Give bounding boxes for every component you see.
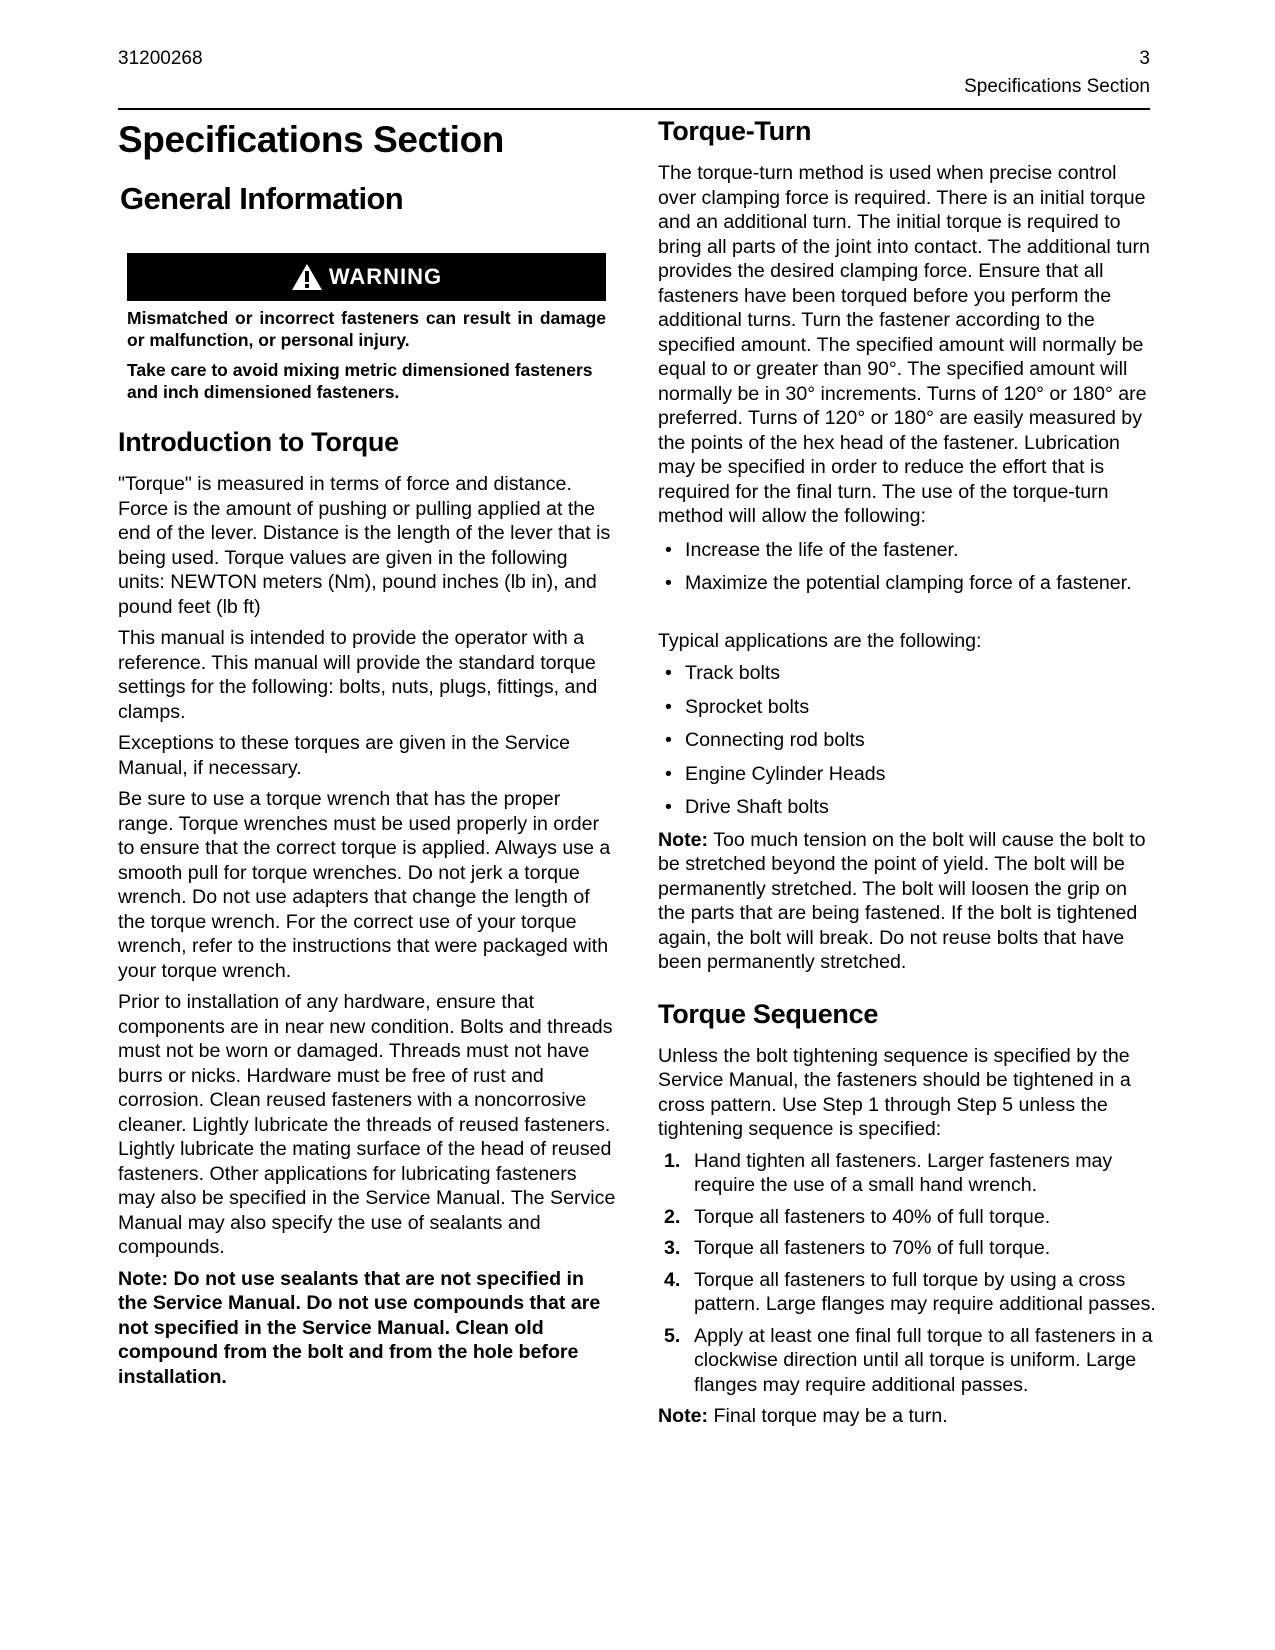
- tension-note: [658, 828, 1158, 975]
- torque-turn-heading: Torque-Turn: [658, 116, 812, 146]
- intro-paragraph-2: This manual is intended to provide the operator with a reference. This manual will provide the standard torque settings for the following: bolts, nuts, plugs, fittings, and clamps.: [118, 627, 598, 723]
- list-item: • Maximize the potential clamping force of a fastener.: [665, 572, 1132, 594]
- warning-label: WARNING: [328, 264, 443, 289]
- intro-paragraph-5: Prior to installation of any hardware, ensure that components are in near new condition. Bolts and threads must not be worn or damaged. Threads must not have burrs or nicks. Hardware must be free of rust and corrosion. Clean reused fasteners with a noncorrosive cleaner. Lightly lubricate the threads of reused fasteners. Lightly lubricate the mating surface of the head of reused fasteners. Other applications for lubricating fasteners may also be specified in the Service Manual. The Service Manual may also specify the use of sealants and compounds.: [118, 991, 616, 1258]
- intro-paragraph-3: Exceptions to these torques are given in the Service Manual, if necessary.: [118, 732, 571, 779]
- step-item: 5. Apply at least one final full torque to all fasteners in a clockwise direction until all torque is uniform. Large flanges may require additional passes.: [664, 1324, 1153, 1396]
- left-column: [118, 112, 618, 1389]
- page-title: Specifications Section: [118, 119, 504, 160]
- warning-banner: [127, 253, 606, 301]
- warning-message: [127, 307, 606, 403]
- running-section-title: Specifications Section: [964, 76, 1150, 97]
- torque-turn-paragraph: The torque-turn method is used when precise control over clamping force is required. There is an initial torque and an additional turn. The initial torque is required to bring all parts of the joint into contact. The additional turn provides the desired clamping force. Ensure that all fasteners have been torqued before you perform the additional turns. Turn the fastener according to the specified amount. The specified amount will normally be equal to or greater than 90°. The specified amount will normally be in 30° increments. Turns of 120° or 180° are preferred. Turns of 120° or 180° are easily measured by the points of the hex head of the fastener. Lubrication may be specified in order to reduce the effort that is required for the final turn. The use of the torque-turn method will allow the following:: [658, 162, 1150, 527]
- warning-triangle-icon: [291, 263, 323, 291]
- list-item: • Track bolts: [665, 662, 781, 684]
- page-number: 3: [1139, 48, 1150, 69]
- sequence-steps: [658, 1149, 1158, 1398]
- list-item: • Increase the life of the fastener.: [665, 538, 959, 561]
- warning-text-1: Mismatched or incorrect fasteners can result in damage or malfunction, or personal injury.: [127, 308, 606, 350]
- note-label: Note:: [658, 1405, 709, 1427]
- warning-text-2: Take care to avoid mixing metric dimensioned fasteners and inch dimensioned fasteners.: [127, 360, 593, 402]
- benefits-list: [658, 538, 1158, 596]
- right-column: [658, 112, 1158, 1429]
- document-number: 31200268: [118, 48, 203, 69]
- intro-paragraph-1: "Torque" is measured in terms of force and distance. Force is the amount of pushing or pulling applied at the end of the lever. Distance is the length of the lever that is being used. Torque values are given in the following units: NEWTON meters (Nm), pound inches (lb in), and pound feet (lb ft): [118, 473, 611, 618]
- list-item: • Sprocket bolts: [665, 695, 810, 718]
- applications-list: [658, 661, 1158, 820]
- header-divider: [118, 108, 1150, 110]
- list-item: • Engine Cylinder Heads: [665, 762, 886, 785]
- note-text: Final torque may be a turn.: [708, 1405, 948, 1427]
- step-item: 4. Torque all fasteners to full torque by using a cross pattern. Large flanges may require additional passes.: [664, 1268, 1156, 1315]
- torque-sequence-heading: Torque Sequence: [658, 998, 879, 1029]
- introduction-heading: Introduction to Torque: [118, 427, 399, 457]
- general-information-heading: General Information: [120, 181, 404, 216]
- list-item: • Connecting rod bolts: [665, 729, 865, 751]
- step-item: 3. Torque all fasteners to 70% of full torque.: [664, 1237, 1051, 1259]
- list-item: • Drive Shaft bolts: [665, 796, 829, 818]
- step-item: 2. Torque all fasteners to 40% of full torque.: [664, 1205, 1051, 1228]
- note-text: Too much tension on the bolt will cause the bolt to be stretched beyond the point of yield. The bolt will be permanently stretched. The bolt will loosen the grip on the parts that are being fastened. If the bolt is tightened again, the bolt will break. Do not reuse bolts that have been permanently stretched.: [658, 828, 1146, 973]
- sequence-paragraph: Unless the bolt tightening sequence is specified by the Service Manual, the fasteners should be tightened in a cross pattern. Use Step 1 through Step 5 unless the tightening sequence is specified:: [658, 1044, 1131, 1140]
- intro-paragraph-4: Be sure to use a torque wrench that has the proper range. Torque wrenches must be used properly in order to ensure that the correct torque is applied. Always use a smooth pull for torque wrenches. Do not jerk a torque wrench. Do not use adapters that change the length of the torque wrench. For the correct use of your torque wrench, refer to the instructions that were packaged with your torque wrench.: [118, 788, 611, 982]
- sealant-note: Note: Do not use sealants that are not specified in the Service Manual. Do not use compounds that are not specified in the Service Manual. Clean old compound from the bolt and from the hole before installation.: [118, 1267, 601, 1388]
- step-item: 1. Hand tighten all fasteners. Larger fasteners may require the use of a small hand wrench.: [664, 1149, 1113, 1196]
- final-note: [658, 1404, 1158, 1429]
- typical-applications-intro: Typical applications are the following:: [658, 629, 982, 652]
- note-label: Note:: [658, 828, 709, 851]
